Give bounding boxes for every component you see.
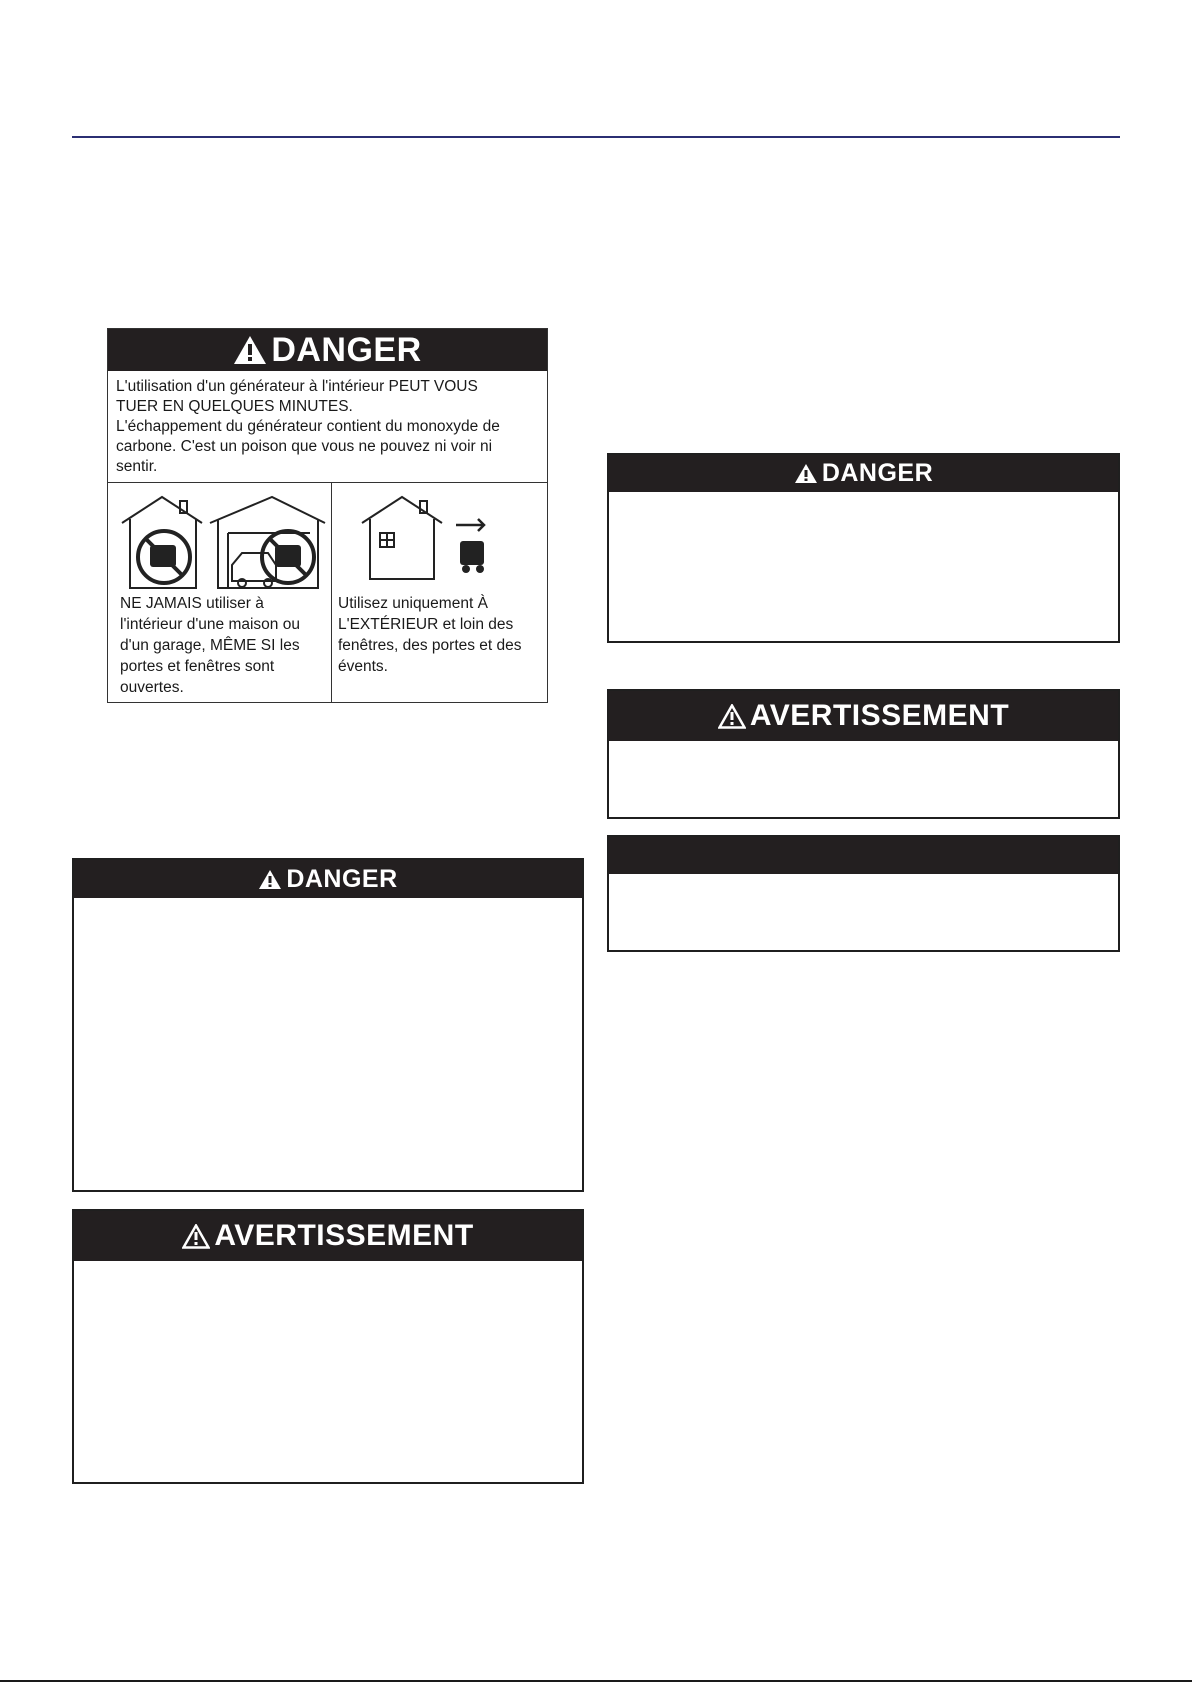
blank-notice-header <box>609 837 1118 874</box>
warning-triangle-icon <box>794 463 818 484</box>
warning-triangle-icon <box>182 1224 210 1249</box>
warning-triangle-icon <box>258 869 282 890</box>
label-title: DANGER <box>271 330 422 369</box>
label-header <box>108 329 547 371</box>
house-icon <box>362 497 442 579</box>
top-rule <box>72 136 1120 138</box>
label-outdoor-column <box>332 483 549 702</box>
warning-box-left <box>72 1209 584 1484</box>
warning-box-header <box>609 691 1118 741</box>
arrow-right-icon <box>456 519 484 531</box>
car-icon <box>232 553 276 587</box>
outdoor-illustration <box>338 493 543 593</box>
label-indoor-column <box>108 483 332 702</box>
blank-notice-box-right <box>607 835 1120 952</box>
warning-box-title: AVERTISSEMENT <box>749 699 1010 732</box>
indoor-prohibited-illustration <box>120 493 323 593</box>
house-icon <box>122 497 202 588</box>
danger-box-right <box>607 453 1120 643</box>
danger-box-title: DANGER <box>286 864 398 893</box>
prohibited-generator-icon <box>138 531 190 583</box>
danger-box-header <box>609 455 1118 492</box>
warning-triangle-icon <box>233 335 267 365</box>
danger-box-left <box>72 858 584 1192</box>
warning-box-right <box>607 689 1120 819</box>
indoor-caption: NE JAMAIS utiliser à l'intérieur d'une maison ou d'un garage, MÊME SI les portes et fenêtres sont ouvertes. <box>120 595 300 696</box>
generator-icon <box>460 541 484 573</box>
outdoor-caption: Utilisez uniquement À L'EXTÉRIEUR et loin des fenêtres, des portes et des évents. <box>338 595 522 675</box>
warning-box-header <box>74 1211 582 1261</box>
label-intro: L'utilisation d'un générateur à l'intérieur PEUT VOUS TUER EN QUELQUES MINUTES. L'échappement du générateur contient du monoxyde de carbone. C'est un poison que vous ne pouvez ni voir ni sentir. <box>108 371 547 483</box>
warning-triangle-icon <box>718 704 746 729</box>
danger-box-title: DANGER <box>821 459 934 487</box>
warning-box-title: AVERTISSEMENT <box>214 1219 474 1252</box>
co-danger-label <box>107 328 548 703</box>
danger-box-header <box>74 860 582 898</box>
bottom-rule <box>0 1680 1192 1682</box>
